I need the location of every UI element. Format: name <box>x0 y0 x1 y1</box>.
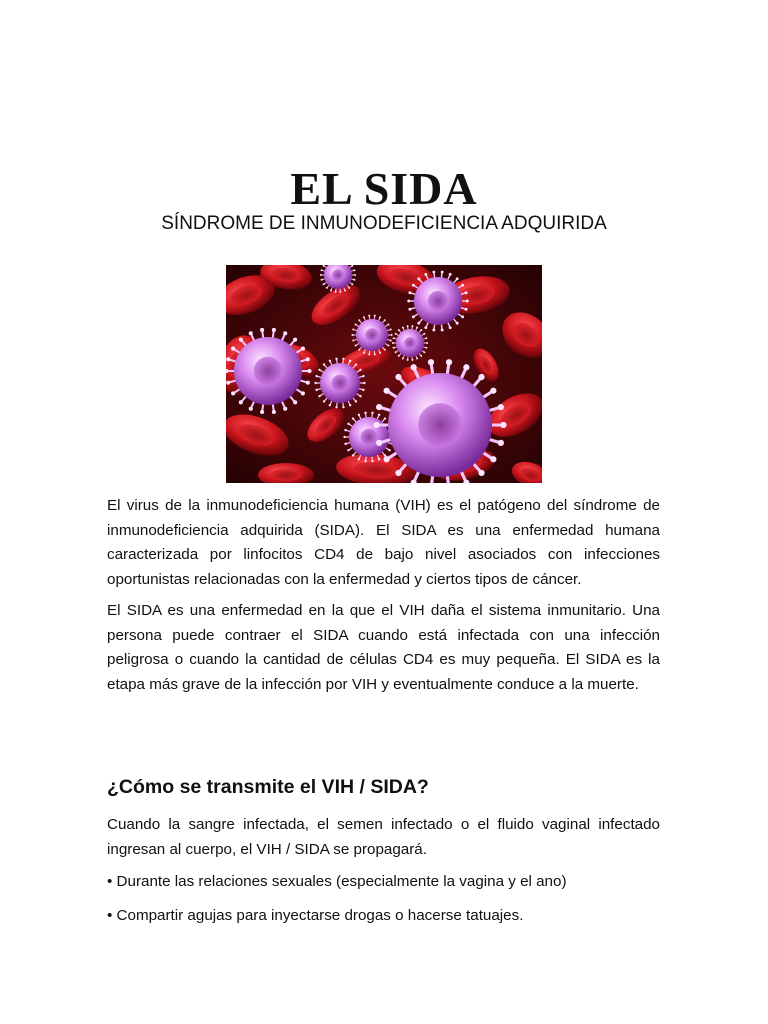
intro-paragraph: El virus de la inmunodeficiencia humana (VIH) es el patógeno del síndrome de inmunodeficiencia adquirida (SIDA). El SIDA es una enfermedad humana caracterizada por linfocitos CD4 de bajo nivel asociados con infecciones oportunistas relacionadas con la enfermedad y ciertos tipos de cáncer. <box>107 497 660 588</box>
definition-paragraph: El SIDA es una enfermedad en la que el VIH daña el sistema inmunitario. Una persona puede contraer el SIDA cuando está infectada con una infección peligrosa o cuando la cantidad de células CD4 es muy pequeña. El SIDA es la etapa más grave de la infección por VIH y eventualmente conduce a la muerte. <box>107 602 660 693</box>
bullet-item: • Durante las relaciones sexuales (especialmente la vagina y el ano) <box>107 873 567 890</box>
transmission-paragraph: Cuando la sangre infectada, el semen infectado o el fluido vaginal infectado ingresan al cuerpo, el VIH / SIDA se propagará. <box>107 816 660 858</box>
page-title: EL SIDA <box>290 162 478 214</box>
page-subtitle: SÍNDROME DE INMUNODEFICIENCIA ADQUIRIDA <box>161 213 607 234</box>
bullet-item: • Compartir agujas para inyectarse drogas o hacerse tatuajes. <box>107 907 524 924</box>
transmission-heading: ¿Cómo se transmite el VIH / SIDA? <box>107 776 429 798</box>
virus-illustration <box>226 265 542 483</box>
